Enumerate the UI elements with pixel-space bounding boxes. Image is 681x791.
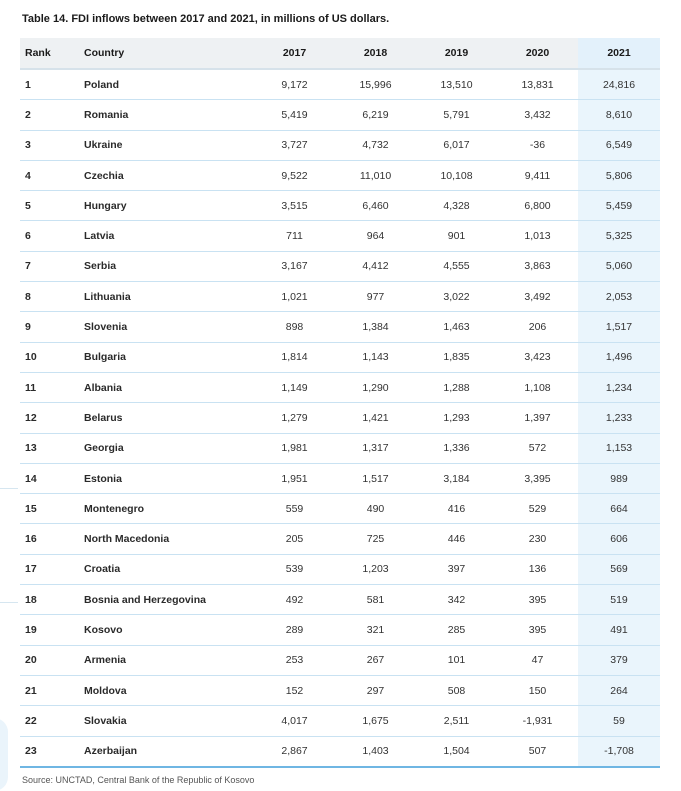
country-cell: Poland <box>84 69 254 100</box>
rank-cell: 14 <box>20 463 84 493</box>
value-cell-2018: 6,219 <box>335 100 416 130</box>
value-cell-2019: 446 <box>416 524 497 554</box>
country-cell: Croatia <box>84 554 254 584</box>
value-cell-2021: 1,234 <box>578 372 660 402</box>
rank-cell: 21 <box>20 675 84 705</box>
value-cell-2018: 4,732 <box>335 130 416 160</box>
value-cell-2017: 3,515 <box>254 191 335 221</box>
value-cell-2018: 1,317 <box>335 433 416 463</box>
value-cell-2021: -1,708 <box>578 736 660 767</box>
decorative-line-1 <box>0 488 18 489</box>
table-row <box>20 675 660 705</box>
rank-cell: 4 <box>20 160 84 190</box>
value-cell-2020: 230 <box>497 524 578 554</box>
country-cell: Romania <box>84 100 254 130</box>
rank-cell: 12 <box>20 403 84 433</box>
country-cell: Lithuania <box>84 282 254 312</box>
table-row <box>20 342 660 372</box>
rank-cell: 15 <box>20 494 84 524</box>
country-cell: Estonia <box>84 463 254 493</box>
rank-cell: 7 <box>20 251 84 281</box>
value-cell-2018: 6,460 <box>335 191 416 221</box>
country-cell: Slovakia <box>84 706 254 736</box>
value-cell-2020: 395 <box>497 585 578 615</box>
value-cell-2018: 1,203 <box>335 554 416 584</box>
rank-cell: 10 <box>20 342 84 372</box>
value-cell-2020: 3,432 <box>497 100 578 130</box>
table-row <box>20 251 660 281</box>
value-cell-2021: 606 <box>578 524 660 554</box>
table-row <box>20 494 660 524</box>
value-cell-2021: 1,496 <box>578 342 660 372</box>
value-cell-2018: 977 <box>335 282 416 312</box>
value-cell-2019: 4,555 <box>416 251 497 281</box>
header-year-2018: 2018 <box>335 38 416 69</box>
value-cell-2020: 47 <box>497 645 578 675</box>
value-cell-2020: 13,831 <box>497 69 578 100</box>
value-cell-2020: 3,395 <box>497 463 578 493</box>
value-cell-2019: 1,463 <box>416 312 497 342</box>
rank-cell: 13 <box>20 433 84 463</box>
value-cell-2019: 10,108 <box>416 160 497 190</box>
value-cell-2017: 3,167 <box>254 251 335 281</box>
value-cell-2017: 4,017 <box>254 706 335 736</box>
value-cell-2021: 264 <box>578 675 660 705</box>
table-row <box>20 645 660 675</box>
country-cell: Czechia <box>84 160 254 190</box>
value-cell-2021: 8,610 <box>578 100 660 130</box>
value-cell-2019: 2,511 <box>416 706 497 736</box>
value-cell-2021: 6,549 <box>578 130 660 160</box>
value-cell-2017: 539 <box>254 554 335 584</box>
table-row <box>20 736 660 767</box>
table-header-row <box>20 38 660 69</box>
value-cell-2019: 285 <box>416 615 497 645</box>
value-cell-2018: 1,384 <box>335 312 416 342</box>
value-cell-2018: 1,517 <box>335 463 416 493</box>
value-cell-2019: 397 <box>416 554 497 584</box>
table-row <box>20 100 660 130</box>
value-cell-2021: 5,060 <box>578 251 660 281</box>
rank-cell: 11 <box>20 372 84 402</box>
fdi-inflows-table <box>20 38 660 768</box>
table-row <box>20 191 660 221</box>
value-cell-2017: 5,419 <box>254 100 335 130</box>
value-cell-2021: 2,053 <box>578 282 660 312</box>
value-cell-2019: 342 <box>416 585 497 615</box>
value-cell-2019: 1,835 <box>416 342 497 372</box>
value-cell-2021: 1,153 <box>578 433 660 463</box>
value-cell-2018: 297 <box>335 675 416 705</box>
value-cell-2019: 1,293 <box>416 403 497 433</box>
country-cell: Bosnia and Herzegovina <box>84 585 254 615</box>
table-row <box>20 554 660 584</box>
value-cell-2017: 9,522 <box>254 160 335 190</box>
table-row <box>20 221 660 251</box>
value-cell-2020: 507 <box>497 736 578 767</box>
table-row <box>20 160 660 190</box>
value-cell-2017: 1,814 <box>254 342 335 372</box>
rank-cell: 6 <box>20 221 84 251</box>
value-cell-2020: 150 <box>497 675 578 705</box>
rank-cell: 18 <box>20 585 84 615</box>
value-cell-2021: 664 <box>578 494 660 524</box>
value-cell-2017: 1,279 <box>254 403 335 433</box>
rank-cell: 9 <box>20 312 84 342</box>
country-cell: Moldova <box>84 675 254 705</box>
value-cell-2021: 989 <box>578 463 660 493</box>
value-cell-2020: 9,411 <box>497 160 578 190</box>
country-cell: Serbia <box>84 251 254 281</box>
value-cell-2018: 4,412 <box>335 251 416 281</box>
value-cell-2017: 1,951 <box>254 463 335 493</box>
table-row <box>20 403 660 433</box>
value-cell-2017: 152 <box>254 675 335 705</box>
value-cell-2018: 1,675 <box>335 706 416 736</box>
table-row <box>20 372 660 402</box>
value-cell-2021: 59 <box>578 706 660 736</box>
value-cell-2019: 4,328 <box>416 191 497 221</box>
rank-cell: 16 <box>20 524 84 554</box>
table-row <box>20 585 660 615</box>
value-cell-2020: -1,931 <box>497 706 578 736</box>
table-row <box>20 130 660 160</box>
value-cell-2019: 3,184 <box>416 463 497 493</box>
value-cell-2018: 1,143 <box>335 342 416 372</box>
value-cell-2020: 3,492 <box>497 282 578 312</box>
country-cell: Ukraine <box>84 130 254 160</box>
value-cell-2020: 3,863 <box>497 251 578 281</box>
country-cell: North Macedonia <box>84 524 254 554</box>
value-cell-2017: 9,172 <box>254 69 335 100</box>
value-cell-2020: -36 <box>497 130 578 160</box>
value-cell-2018: 581 <box>335 585 416 615</box>
value-cell-2019: 101 <box>416 645 497 675</box>
country-cell: Montenegro <box>84 494 254 524</box>
table-row <box>20 615 660 645</box>
header-year-2017: 2017 <box>254 38 335 69</box>
table-row <box>20 312 660 342</box>
table-row <box>20 706 660 736</box>
value-cell-2020: 1,013 <box>497 221 578 251</box>
table-row <box>20 69 660 100</box>
rank-cell: 5 <box>20 191 84 221</box>
value-cell-2021: 569 <box>578 554 660 584</box>
country-cell: Azerbaijan <box>84 736 254 767</box>
header-country: Country <box>84 38 254 69</box>
value-cell-2021: 5,325 <box>578 221 660 251</box>
decorative-line-2 <box>0 602 18 603</box>
header-year-2020: 2020 <box>497 38 578 69</box>
country-cell: Hungary <box>84 191 254 221</box>
value-cell-2019: 3,022 <box>416 282 497 312</box>
value-cell-2020: 3,423 <box>497 342 578 372</box>
table-title: Table 14. FDI inflows between 2017 and 2021, in millions of US dollars. <box>22 13 390 25</box>
header-rank: Rank <box>20 38 84 69</box>
header-year-2019: 2019 <box>416 38 497 69</box>
value-cell-2018: 11,010 <box>335 160 416 190</box>
rank-cell: 3 <box>20 130 84 160</box>
country-cell: Albania <box>84 372 254 402</box>
value-cell-2019: 6,017 <box>416 130 497 160</box>
value-cell-2018: 964 <box>335 221 416 251</box>
value-cell-2020: 1,108 <box>497 372 578 402</box>
table-row <box>20 463 660 493</box>
value-cell-2019: 5,791 <box>416 100 497 130</box>
table-row <box>20 524 660 554</box>
value-cell-2021: 5,806 <box>578 160 660 190</box>
value-cell-2018: 490 <box>335 494 416 524</box>
header-year-2021: 2021 <box>578 38 660 69</box>
rank-cell: 1 <box>20 69 84 100</box>
value-cell-2018: 321 <box>335 615 416 645</box>
value-cell-2017: 1,149 <box>254 372 335 402</box>
value-cell-2018: 1,421 <box>335 403 416 433</box>
value-cell-2017: 1,981 <box>254 433 335 463</box>
value-cell-2021: 379 <box>578 645 660 675</box>
value-cell-2021: 491 <box>578 615 660 645</box>
rank-cell: 22 <box>20 706 84 736</box>
value-cell-2019: 416 <box>416 494 497 524</box>
rank-cell: 20 <box>20 645 84 675</box>
country-cell: Bulgaria <box>84 342 254 372</box>
value-cell-2018: 725 <box>335 524 416 554</box>
source-note: Source: UNCTAD, Central Bank of the Republic of Kosovo <box>22 775 255 785</box>
value-cell-2017: 3,727 <box>254 130 335 160</box>
rank-cell: 2 <box>20 100 84 130</box>
country-cell: Armenia <box>84 645 254 675</box>
value-cell-2021: 519 <box>578 585 660 615</box>
value-cell-2020: 1,397 <box>497 403 578 433</box>
value-cell-2017: 1,021 <box>254 282 335 312</box>
rank-cell: 17 <box>20 554 84 584</box>
value-cell-2017: 898 <box>254 312 335 342</box>
value-cell-2021: 1,233 <box>578 403 660 433</box>
value-cell-2019: 1,288 <box>416 372 497 402</box>
rank-cell: 8 <box>20 282 84 312</box>
value-cell-2020: 206 <box>497 312 578 342</box>
value-cell-2018: 15,996 <box>335 69 416 100</box>
country-cell: Latvia <box>84 221 254 251</box>
value-cell-2021: 1,517 <box>578 312 660 342</box>
value-cell-2017: 711 <box>254 221 335 251</box>
rank-cell: 23 <box>20 736 84 767</box>
table-row <box>20 433 660 463</box>
table-body <box>20 69 660 767</box>
value-cell-2019: 1,504 <box>416 736 497 767</box>
value-cell-2020: 529 <box>497 494 578 524</box>
value-cell-2018: 1,403 <box>335 736 416 767</box>
value-cell-2019: 901 <box>416 221 497 251</box>
value-cell-2018: 267 <box>335 645 416 675</box>
value-cell-2020: 6,800 <box>497 191 578 221</box>
value-cell-2021: 24,816 <box>578 69 660 100</box>
value-cell-2017: 289 <box>254 615 335 645</box>
country-cell: Kosovo <box>84 615 254 645</box>
value-cell-2020: 136 <box>497 554 578 584</box>
rank-cell: 19 <box>20 615 84 645</box>
value-cell-2017: 253 <box>254 645 335 675</box>
value-cell-2018: 1,290 <box>335 372 416 402</box>
value-cell-2019: 508 <box>416 675 497 705</box>
value-cell-2017: 2,867 <box>254 736 335 767</box>
table-row <box>20 282 660 312</box>
country-cell: Slovenia <box>84 312 254 342</box>
country-cell: Belarus <box>84 403 254 433</box>
value-cell-2020: 395 <box>497 615 578 645</box>
value-cell-2019: 1,336 <box>416 433 497 463</box>
value-cell-2020: 572 <box>497 433 578 463</box>
value-cell-2017: 205 <box>254 524 335 554</box>
value-cell-2017: 559 <box>254 494 335 524</box>
decorative-side-shape-bottom <box>0 718 8 791</box>
value-cell-2017: 492 <box>254 585 335 615</box>
value-cell-2021: 5,459 <box>578 191 660 221</box>
value-cell-2019: 13,510 <box>416 69 497 100</box>
country-cell: Georgia <box>84 433 254 463</box>
